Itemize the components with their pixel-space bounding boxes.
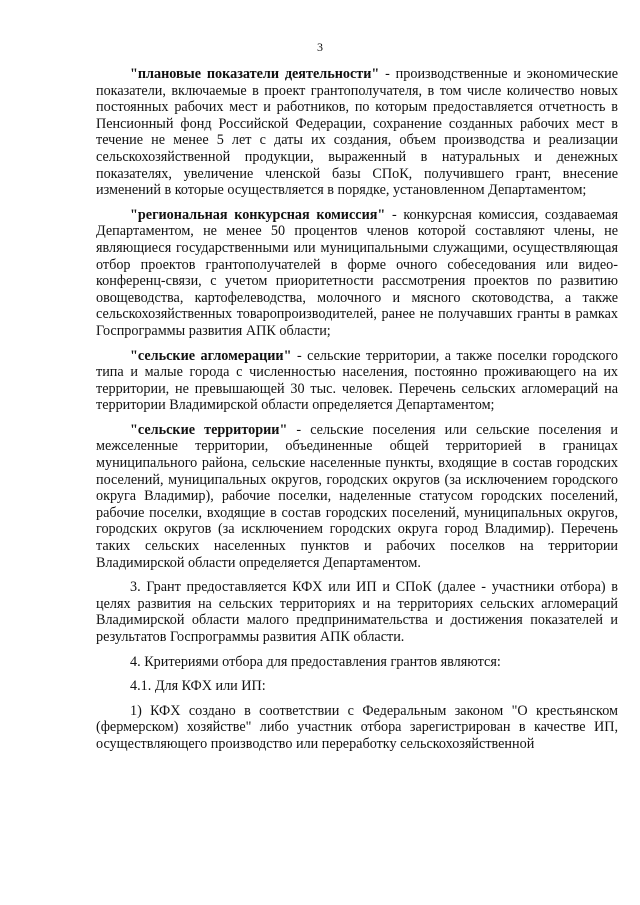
- definition-text: - сельские поселения или сельские поселения и межселенные территории, объединенные общей территорией в границах муниципального района, сельские населенные пункты, входящие в состав городских поселений, муниципальных округов, городских округов (за исключением городского округа Владимир), рабочие поселки, наделенные статусом городских поселений, рабочие поселки, входящие в состав городских поселений, муниципальных округов, городских округов (за исключением городских округа город Владимир). Перечень таких сельских населенных пунктов и рабочих поселков на территории Владимирской области определяется Департаментом.: [96, 421, 619, 571]
- term-planned-indicators: "плановые показатели деятельности": [130, 66, 380, 82]
- clause-3-grant-recipients: 3. Грант предоставляется КФХ или ИП и СПоК (далее - участники отбора) в целях развития на сельских территориях и на территориях сельских агломераций Владимирской области малого предпринимательства и достижения показателей и результатов Госпрограммы развития АПК области.: [96, 579, 618, 645]
- definition-text: - производственные и экономические показатели, включаемые в проект грантополучателя, в том числе количество новых постоянных рабочих мест и работников, по которым предоставляется отчетность в Пенсионный фонд Российской Федерации, сохранение созданных рабочих мест в течение не менее 5 лет с даты их создания, объем производства и реализации сельскохозяйственной продукции, выраженный в натуральных и денежных показателях, увеличение членской базы СПоК, получившего грант, внесение изменений в которые осуществляется в порядке, установленном Департаментом;: [96, 66, 619, 199]
- definition-rural-agglomerations: [96, 348, 618, 414]
- definition-text: - сельские территории, а также поселки городского типа и малые города с численностью населения, постоянно проживающего на их территории, не превышающей 30 тыс. человек. Перечень сельских агломераций на территории Владимирской области определяется Департаментом;: [96, 347, 619, 414]
- term-rural-territories: "сельские территории": [130, 421, 288, 438]
- definition-regional-commission: [96, 207, 618, 340]
- term-regional-commission: "региональная конкурсная комиссия": [130, 206, 386, 223]
- clause-4-1-kfh-ip: 4.1. Для КФХ или ИП:: [130, 678, 266, 695]
- definition-rural-territories: [96, 422, 618, 571]
- page-number: 3: [317, 40, 323, 54]
- term-rural-agglomerations: "сельские агломерации": [130, 347, 292, 364]
- document-body: [96, 66, 618, 761]
- definition-planned-indicators: [96, 66, 618, 199]
- definition-text: - конкурсная комиссия, создаваемая Департаментом, не менее 50 процентов членов которой составляют члены, не являющиеся государственными или муниципальными служащими, осуществляющая отбор проектов грантополучателей в форме очного собеседования или видео-конференц-связи, с учетом приоритетности рассмотрения проектов по развитию овощеводства, картофелеводства, молочного и мясного скотоводства, а также сельскохозяйственных товаропроизводителей, ранее не получавших гранты в рамках Госпрограммы развития АПК области;: [96, 206, 618, 339]
- clause-4-1-item-1: 1) КФХ создано в соответствии с Федеральным законом "О крестьянском (фермерском) хозяйстве" либо участник отбора зарегистрирован в качестве ИП, осуществляющего производство или переработку сельскохозяйственной: [96, 702, 618, 752]
- clause-4-selection-criteria: 4. Критериями отбора для предоставления грантов являются:: [130, 653, 501, 670]
